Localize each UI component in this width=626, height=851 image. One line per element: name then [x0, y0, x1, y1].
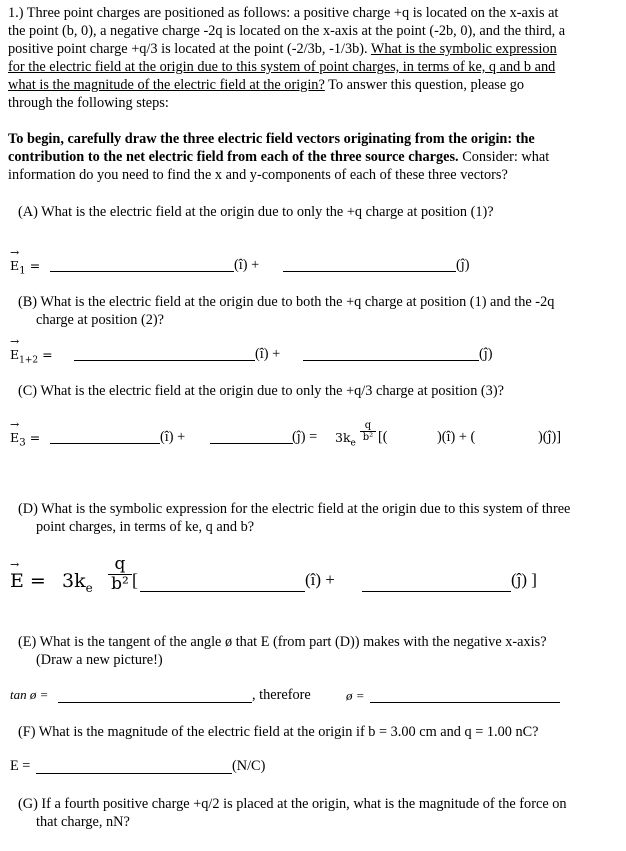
partE-tan: tan ø = — [10, 687, 49, 702]
intro-question-start: What is the symbolic expression — [370, 41, 557, 57]
partD-open: [ — [132, 570, 138, 590]
intro-line-1: 1.) Three point charges are positioned as follows: a positive charge +q is located on the x-axis at — [8, 5, 559, 21]
partD-j-unit: (ĵ) ] — [511, 570, 537, 589]
partA-E: → E — [10, 258, 19, 273]
partD-E: → E — [10, 570, 24, 592]
partD-question-1: (D) What is the symbolic expression for the electric field at the origin due to this system of three — [18, 501, 571, 517]
partC-open: [( — [378, 429, 388, 445]
partD-frac-den: b² — [108, 574, 132, 593]
partC-coefficient — [335, 430, 356, 449]
partA-j-unit: (ĵ) — [456, 257, 470, 273]
partE-therefore: , therefore — [252, 687, 311, 703]
partA-question: (A) What is the electric field at the origin due to only the +q charge at position (1)? — [18, 204, 494, 220]
partE-question-1: (E) What is the tangent of the angle ø that E (from part (D)) makes with the negative x-axis? — [18, 634, 547, 650]
begin-line-2-normal: Consider: what — [458, 149, 550, 165]
partA-j-blank[interactable] — [283, 271, 456, 272]
partC-j-blank[interactable] — [210, 443, 293, 444]
partA-i-unit: (î) + — [234, 257, 260, 273]
begin-line-2 — [8, 148, 549, 166]
partE-phi: ø = — [346, 688, 365, 703]
begin-line-1: To begin, carefully draw the three electric field vectors originating from the origin: the — [8, 131, 535, 147]
partC-question: (C) What is the electric field at the origin due to only the +q/3 charge at position (3)? — [18, 383, 504, 399]
partE-question-2: (Draw a new picture!) — [36, 652, 163, 668]
begin-line-3: information do you need to find the x and y-components of each of these three vectors? — [8, 167, 508, 183]
partB-lhs: → $E_{1+2}$ = — [10, 347, 53, 366]
partC-coef: 3k — [335, 430, 351, 445]
partG-question-1: (G) If a fourth positive charge +q/2 is placed at the origin, what is the magnitude of the force on — [18, 796, 567, 812]
intro-line-3-a: positive point charge +q/3 is located at the point (-2/3b, -1/3b). — [8, 41, 371, 57]
partF-blank[interactable] — [36, 773, 232, 774]
partC-frac-num: q — [364, 420, 372, 431]
partC-lhs: → $E_3$ = — [10, 430, 40, 449]
partB-i-blank[interactable] — [74, 360, 255, 361]
partB-question-1: (B) What is the electric field at the origin due to both the +q charge at position (1) and the -2q — [18, 294, 555, 310]
partC-i-unit: (î) + — [160, 429, 186, 445]
partC-i-blank[interactable] — [50, 443, 160, 444]
partB-i-unit: (î) + — [255, 346, 281, 362]
partB-j-unit: (ĵ) — [479, 346, 493, 362]
partA-sub: 1 — [19, 264, 26, 277]
partD-coef: 3k — [62, 570, 86, 592]
partD-lhs: → E = — [10, 570, 46, 592]
partB-j-blank[interactable] — [303, 360, 479, 361]
partC-j-unit: (ĵ) = — [292, 429, 318, 445]
partA-lhs: → $E_1$ = — [10, 258, 40, 277]
partD-i-blank[interactable] — [140, 591, 305, 592]
partD-question-2: point charges, in terms of ke, q and b? — [36, 519, 255, 535]
partC-close: )(ĵ)] — [538, 429, 562, 445]
partC-frac-den: b² — [360, 431, 376, 443]
intro-line-4: for the electric field at the origin due to this system of point charges, in terms of ke, q and b and — [8, 59, 556, 75]
intro-line-5-b: To answer this question, please go — [324, 77, 525, 93]
partC-E: → E — [10, 430, 19, 445]
partD-coef-sub: e — [85, 580, 93, 595]
intro-line-6: through the following steps: — [8, 95, 169, 111]
partC-fraction — [360, 420, 376, 443]
intro-question-end: what is the magnitude of the electric field at the origin? — [8, 77, 325, 93]
partF-question: (F) What is the magnitude of the electric field at the origin if b = 3.00 cm and q = 1.00 nC? — [18, 724, 539, 740]
intro-line-3 — [8, 40, 557, 58]
begin-line-2-bold: contribution to the net electric field from each of the three source charges. — [8, 149, 459, 165]
partD-coefficient — [62, 570, 93, 595]
partB-sub: 1+2 — [19, 355, 39, 366]
partD-frac-num: q — [114, 554, 126, 574]
partC-mid: )(î) + ( — [437, 429, 476, 445]
partD-i-unit: (î) + — [305, 570, 335, 589]
partF-unit: (N/C) — [232, 758, 266, 774]
partF-lhs: E = — [10, 758, 31, 774]
partA-i-blank[interactable] — [50, 271, 234, 272]
partE-tan-blank[interactable] — [58, 702, 252, 703]
partB-E: → E — [10, 347, 19, 362]
intro-line-5 — [8, 76, 524, 94]
intro-line-2: the point (b, 0), a negative charge -2q is located on the x-axis at the point (-2b, 0), and the third, a — [8, 23, 566, 39]
partC-sub: 3 — [19, 436, 26, 449]
partE-phi-blank[interactable] — [370, 702, 560, 703]
partD-j-blank[interactable] — [362, 591, 511, 592]
partG-question-2: that charge, nN? — [36, 814, 130, 830]
partD-fraction — [108, 554, 132, 593]
partC-coef-sub: e — [350, 438, 356, 449]
partB-question-2: charge at position (2)? — [36, 312, 164, 328]
